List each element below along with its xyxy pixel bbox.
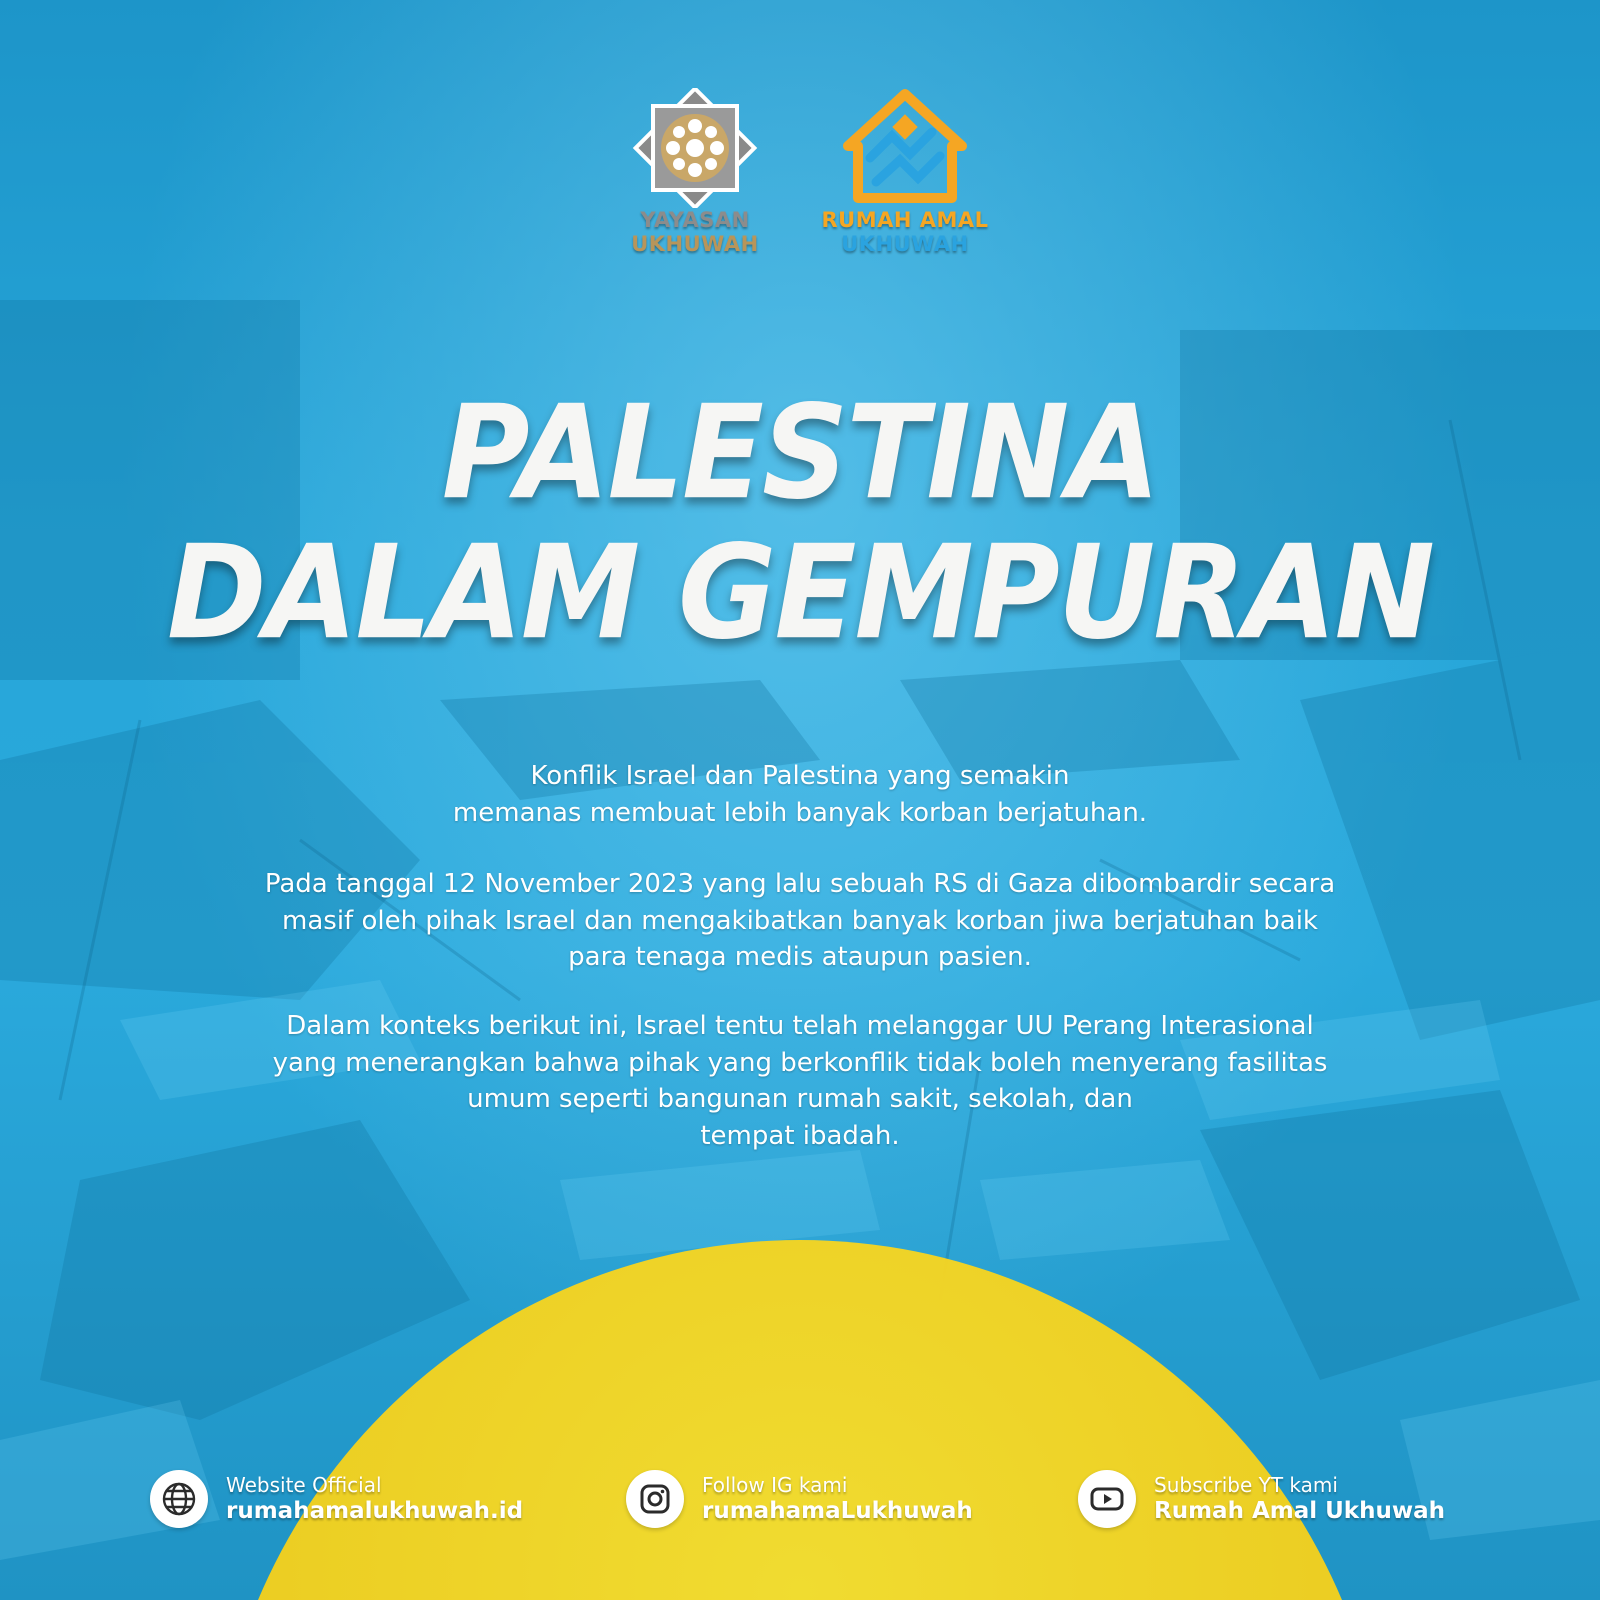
website-contact-text xyxy=(226,1473,523,1525)
rumah-amal-logo-line2: UKHUWAH xyxy=(841,232,969,256)
paragraph-2 xyxy=(150,866,1450,976)
house-icon xyxy=(840,88,970,208)
yayasan-ukhuwah-logo xyxy=(610,88,780,256)
paragraph-1 xyxy=(150,758,1450,831)
instagram-label: Follow IG kami xyxy=(702,1473,848,1497)
paragraph-line: yang menerangkan bahwa pihak yang berkonflik tidak boleh menyerang fasilitas xyxy=(272,1047,1328,1078)
paragraph-line: Konflik Israel dan Palestina yang semakin xyxy=(530,761,1070,791)
website-label: Website Official xyxy=(226,1473,382,1497)
yayasan-logo-line2: UKHUWAH xyxy=(631,232,759,256)
youtube-icon xyxy=(1078,1470,1136,1528)
paragraph-line: tempat ibadah. xyxy=(700,1120,900,1151)
paragraph-line: memanas membuat lebih banyak korban berjatuhan. xyxy=(452,797,1148,828)
youtube-contact-text xyxy=(1154,1473,1445,1525)
youtube-label: Subscribe YT kami xyxy=(1154,1473,1338,1497)
logo-bar xyxy=(0,88,1600,256)
rumah-amal-logo-line1: RUMAH AMAL xyxy=(821,208,989,232)
headline-line2: DALAM GEMPURAN xyxy=(167,518,1433,669)
instagram-contact[interactable] xyxy=(626,1470,973,1528)
website-url[interactable]: rumahamalukhuwah.id xyxy=(226,1498,524,1524)
paragraph-line: masif oleh pihak Israel dan mengakibatkan banyak korban jiwa berjatuhan baik xyxy=(282,905,1318,936)
globe-icon xyxy=(150,1470,208,1528)
ornament-star-icon xyxy=(630,88,760,208)
instagram-handle[interactable]: rumahamaLukhuwah xyxy=(702,1498,973,1524)
paragraph-line: Pada tanggal 12 November 2023 yang lalu sebuah RS di Gaza dibombardir secara xyxy=(264,869,1336,899)
paragraph-3 xyxy=(150,1008,1450,1154)
rumah-amal-ukhuwah-logo xyxy=(820,88,990,256)
contact-bar xyxy=(0,1470,1600,1540)
instagram-contact-text xyxy=(702,1473,973,1525)
youtube-channel[interactable]: Rumah Amal Ukhuwah xyxy=(1154,1498,1445,1524)
youtube-contact[interactable] xyxy=(1078,1470,1445,1528)
paragraph-line: Dalam konteks berikut ini, Israel tentu telah melanggar UU Perang Interasional xyxy=(286,1011,1314,1041)
paragraph-line: umum seperti bangunan rumah sakit, sekolah, dan xyxy=(467,1084,1133,1114)
yayasan-logo-line1: YAYASAN xyxy=(640,208,750,232)
website-contact[interactable] xyxy=(150,1470,523,1528)
instagram-icon xyxy=(626,1470,684,1528)
paragraph-line: para tenaga medis ataupun pasien. xyxy=(568,942,1032,972)
headline-line1: PALESTINA xyxy=(441,378,1159,529)
